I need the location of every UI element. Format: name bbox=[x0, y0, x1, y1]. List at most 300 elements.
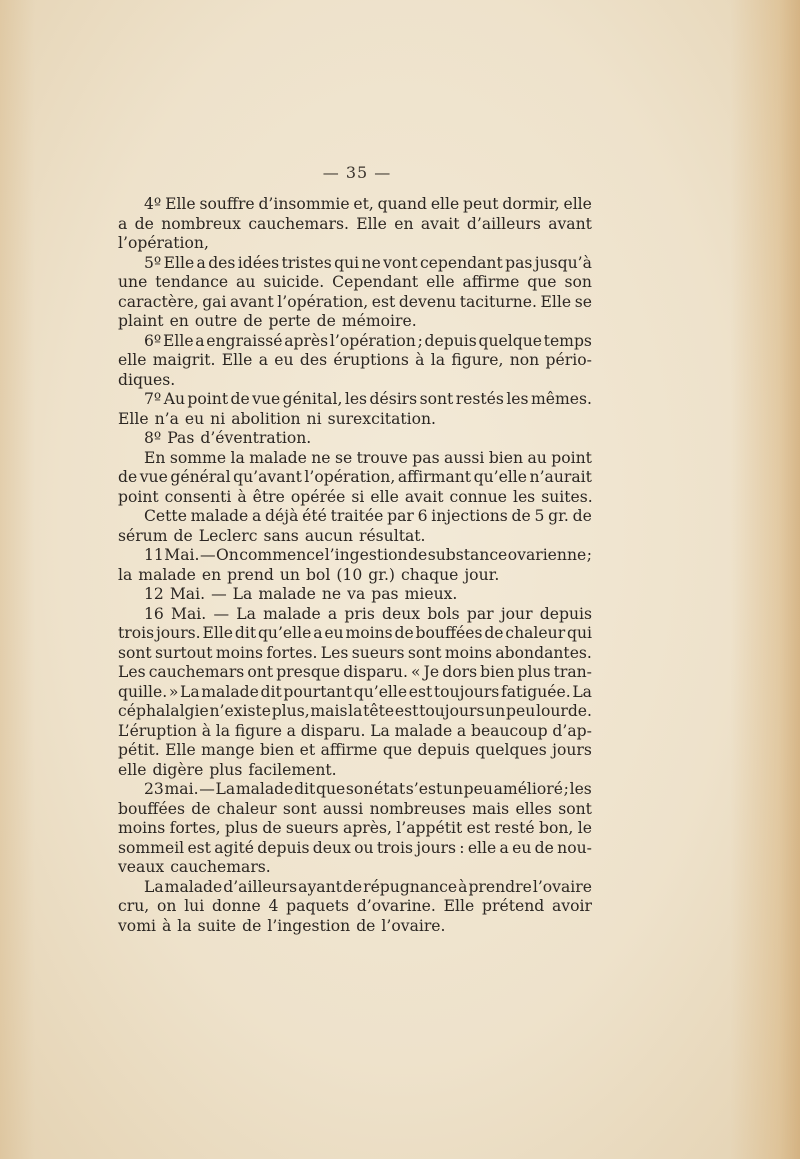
word: mange bbox=[201, 741, 255, 759]
word: gr.) bbox=[368, 565, 396, 584]
word: tristes bbox=[281, 253, 332, 272]
word: être bbox=[252, 487, 285, 506]
word: — bbox=[199, 780, 215, 798]
word: Elle bbox=[165, 741, 196, 759]
word: de bbox=[572, 507, 592, 525]
word: deux bbox=[382, 604, 421, 623]
word: 11 bbox=[144, 546, 164, 564]
word: on bbox=[156, 897, 177, 915]
word: ovarienne bbox=[507, 546, 587, 564]
word: l’appétit bbox=[396, 819, 463, 837]
word: — bbox=[213, 604, 230, 623]
word: elle bbox=[118, 351, 147, 369]
word: plaint bbox=[118, 312, 164, 330]
word: de bbox=[230, 390, 250, 408]
word: les bbox=[344, 390, 368, 408]
word: sont bbox=[419, 390, 454, 408]
word: mêmes. bbox=[530, 390, 592, 408]
word: son bbox=[564, 273, 592, 291]
word: nou- bbox=[557, 838, 592, 857]
word: quand bbox=[377, 195, 428, 213]
word: Elle bbox=[221, 351, 253, 369]
word: de bbox=[316, 312, 336, 330]
word: trouve bbox=[356, 448, 408, 467]
word: quelque bbox=[478, 331, 542, 350]
text-line bbox=[118, 644, 592, 664]
word: resté bbox=[494, 819, 535, 837]
word: vont bbox=[383, 253, 418, 272]
word: d’éventration. bbox=[200, 429, 312, 447]
word: un bbox=[442, 780, 463, 798]
word: est bbox=[394, 702, 419, 720]
word: « bbox=[411, 663, 421, 681]
word: dors bbox=[442, 663, 478, 681]
word: malade bbox=[190, 507, 249, 525]
word: n’existe bbox=[209, 702, 271, 720]
word: avant bbox=[548, 214, 592, 233]
word: pas bbox=[505, 253, 533, 272]
word: peu bbox=[463, 780, 493, 798]
word: été bbox=[302, 507, 327, 525]
text-line bbox=[118, 917, 592, 937]
word: pourtant bbox=[283, 682, 353, 701]
word: de bbox=[262, 819, 282, 837]
word: digère bbox=[152, 760, 204, 779]
word: moins bbox=[444, 643, 493, 662]
word: aussi bbox=[444, 448, 485, 467]
word: céphalalgie bbox=[118, 702, 209, 720]
word: de bbox=[408, 546, 428, 564]
word: l’opération bbox=[329, 331, 416, 350]
word: vomi bbox=[118, 916, 156, 935]
word: nombreux bbox=[161, 214, 241, 233]
text-line bbox=[118, 624, 592, 644]
word: a bbox=[195, 331, 205, 350]
word: souffre bbox=[199, 195, 255, 213]
word: a bbox=[258, 351, 268, 369]
text-line bbox=[118, 819, 592, 839]
word: peut bbox=[463, 195, 499, 213]
word: bien bbox=[259, 741, 295, 759]
word: presque bbox=[276, 663, 341, 681]
word: En bbox=[144, 448, 166, 467]
word: cauchemars. bbox=[248, 214, 349, 233]
word: après, bbox=[343, 819, 392, 837]
text-line bbox=[118, 488, 592, 508]
word: ne bbox=[321, 585, 342, 603]
word: opérée bbox=[290, 487, 346, 506]
word: quelques bbox=[475, 741, 547, 759]
word: moins bbox=[215, 643, 264, 662]
word: que bbox=[315, 780, 346, 798]
word: 12 bbox=[144, 585, 164, 603]
text-line bbox=[118, 449, 592, 469]
word: malade bbox=[201, 682, 259, 701]
text-line bbox=[118, 663, 592, 683]
word: non bbox=[509, 351, 540, 369]
word: a bbox=[313, 624, 323, 642]
word: 6 bbox=[417, 507, 428, 525]
word: par bbox=[387, 507, 414, 525]
word: La bbox=[144, 877, 164, 896]
word: à bbox=[201, 721, 212, 740]
word: facilement. bbox=[248, 760, 337, 779]
text-line bbox=[118, 897, 592, 917]
word: au bbox=[236, 273, 256, 291]
word: bien bbox=[480, 663, 515, 681]
word: Cette bbox=[144, 507, 187, 525]
word: la bbox=[430, 351, 446, 369]
word: la bbox=[177, 916, 192, 935]
word: jour bbox=[500, 604, 533, 623]
word: disparu. bbox=[300, 721, 366, 740]
word: chaleur bbox=[216, 799, 277, 818]
word: d’ap- bbox=[552, 721, 592, 740]
word: cru, bbox=[118, 897, 150, 915]
word: eu bbox=[512, 838, 532, 857]
word: suicide. bbox=[263, 273, 325, 291]
word: l’ingestion bbox=[324, 546, 408, 564]
word: s’est bbox=[405, 780, 443, 798]
word: état bbox=[374, 780, 406, 798]
word: le bbox=[577, 819, 592, 837]
word: Elle bbox=[443, 897, 475, 915]
text-line bbox=[118, 566, 592, 586]
word: 5 bbox=[534, 507, 545, 525]
word: sueurs bbox=[285, 819, 339, 837]
word: 6º bbox=[144, 331, 162, 350]
word: mais bbox=[472, 799, 510, 818]
text-line bbox=[118, 741, 592, 761]
text-line bbox=[118, 780, 592, 800]
word: bols bbox=[427, 604, 460, 623]
word: un bbox=[485, 702, 506, 720]
word: ni bbox=[210, 409, 226, 428]
word: lourde. bbox=[535, 702, 592, 720]
word: figure bbox=[234, 721, 282, 740]
word: prend bbox=[227, 565, 274, 584]
word: traitée bbox=[330, 507, 384, 525]
word: est bbox=[466, 819, 491, 837]
page-edge-shadow-right bbox=[730, 0, 800, 1159]
word: qu’avant bbox=[233, 468, 302, 486]
word: La bbox=[232, 585, 253, 603]
word: 8º bbox=[144, 429, 162, 447]
word: somme bbox=[169, 448, 227, 467]
word: 7º bbox=[144, 390, 162, 408]
word: elle bbox=[426, 273, 455, 291]
word: Elle bbox=[540, 292, 572, 311]
text-line bbox=[118, 468, 592, 488]
word: point bbox=[118, 487, 159, 506]
word: La bbox=[215, 780, 236, 798]
word: ; bbox=[586, 546, 592, 564]
word: tendance bbox=[155, 273, 229, 291]
word: abolition bbox=[231, 409, 301, 428]
word: qu’elle bbox=[353, 682, 408, 701]
word: la bbox=[118, 565, 133, 584]
word: depuis bbox=[424, 331, 477, 350]
word: eu bbox=[184, 409, 205, 428]
word: ne bbox=[311, 448, 331, 467]
word: au bbox=[527, 448, 547, 467]
word: jours. bbox=[155, 624, 201, 642]
word: fatiguée. bbox=[500, 682, 571, 701]
word: plus bbox=[517, 663, 551, 681]
text-line bbox=[118, 878, 592, 898]
word: Je bbox=[423, 663, 440, 681]
word: a bbox=[252, 507, 262, 525]
word: donne bbox=[212, 897, 261, 915]
word: de bbox=[242, 916, 262, 935]
word: abondantes. bbox=[495, 643, 592, 662]
text-line bbox=[118, 429, 592, 449]
word: bien bbox=[488, 448, 524, 467]
text-line bbox=[118, 351, 592, 371]
word: figure, bbox=[451, 351, 504, 369]
word: plus, bbox=[271, 702, 310, 720]
word: Mai. bbox=[169, 585, 206, 603]
word: restés bbox=[455, 390, 504, 408]
word: point bbox=[551, 448, 592, 467]
word: son bbox=[345, 780, 374, 798]
text-line bbox=[118, 507, 592, 527]
word: d’ovarine. bbox=[356, 897, 436, 915]
word: disparu. bbox=[343, 663, 408, 681]
word: dit bbox=[294, 780, 316, 798]
word: de bbox=[534, 838, 554, 857]
word: La bbox=[370, 721, 390, 740]
word: Elle bbox=[162, 331, 194, 350]
word: affirme bbox=[462, 273, 520, 291]
word: 5º bbox=[144, 253, 162, 272]
word: Au bbox=[163, 390, 185, 408]
word: ont bbox=[247, 663, 274, 681]
word: qui bbox=[334, 253, 360, 272]
word: est bbox=[408, 682, 433, 701]
word: la bbox=[348, 702, 363, 720]
word: aussi bbox=[322, 799, 364, 818]
word: deux bbox=[312, 838, 351, 857]
word: bouffées bbox=[415, 624, 483, 642]
word: La bbox=[572, 682, 592, 701]
word: quille. bbox=[118, 682, 168, 701]
word: La bbox=[179, 682, 200, 701]
word: de bbox=[394, 624, 414, 642]
word: jours bbox=[552, 741, 592, 759]
text-line bbox=[118, 234, 592, 254]
word: suite bbox=[197, 916, 237, 935]
word: pas bbox=[371, 585, 399, 603]
word: jusqu’à bbox=[534, 253, 592, 272]
word: agité bbox=[214, 838, 254, 857]
word: cependant bbox=[419, 253, 503, 272]
word: gr. bbox=[548, 507, 569, 525]
word: moins bbox=[345, 624, 393, 642]
word: prendre bbox=[468, 877, 532, 896]
word: l’opération, bbox=[304, 468, 396, 486]
word: si bbox=[351, 487, 365, 506]
text-line bbox=[118, 312, 592, 332]
word: résultat. bbox=[359, 526, 426, 545]
word: en bbox=[394, 214, 414, 233]
word: est bbox=[187, 838, 211, 857]
text-line bbox=[118, 702, 592, 722]
word: : bbox=[459, 838, 465, 857]
word: sommeil bbox=[118, 838, 185, 857]
word: prétend bbox=[482, 897, 545, 915]
word: connue bbox=[449, 487, 507, 506]
word: à bbox=[415, 351, 425, 369]
word: pétit. bbox=[118, 741, 160, 759]
word: à bbox=[237, 487, 247, 506]
word: que bbox=[527, 273, 557, 291]
word: perte bbox=[268, 312, 311, 330]
word: qu’elle bbox=[473, 468, 528, 486]
word: moins bbox=[118, 819, 166, 837]
word: sont bbox=[282, 799, 317, 818]
text-line bbox=[118, 683, 592, 703]
word: aucun bbox=[304, 526, 353, 545]
word: temps bbox=[543, 331, 592, 350]
page-number: — 35 — bbox=[322, 163, 392, 182]
word: des bbox=[208, 253, 236, 272]
word: sont bbox=[407, 643, 442, 662]
word: a bbox=[327, 604, 338, 623]
word: tran- bbox=[553, 663, 592, 681]
word: Elle bbox=[356, 214, 387, 233]
word: fortes, bbox=[169, 819, 221, 837]
word: va bbox=[347, 585, 366, 603]
word: mai. bbox=[164, 780, 199, 798]
word: depuis bbox=[539, 604, 592, 623]
word: déjà bbox=[265, 507, 299, 525]
word: a bbox=[196, 253, 206, 272]
word: d’insommie bbox=[258, 195, 350, 213]
word: Leclerc bbox=[198, 526, 258, 545]
word: Cependant bbox=[332, 273, 419, 291]
word: mieux. bbox=[404, 585, 458, 603]
word: elles bbox=[515, 799, 552, 818]
word: a bbox=[286, 721, 296, 740]
word: éruptions bbox=[333, 351, 409, 369]
word: l’ovaire bbox=[532, 877, 592, 896]
word: commence bbox=[239, 546, 325, 564]
word: 4º bbox=[144, 195, 162, 213]
text-line bbox=[118, 605, 592, 625]
word: pas bbox=[412, 448, 440, 467]
word: avoir bbox=[552, 897, 592, 915]
word: de bbox=[484, 624, 504, 642]
text-line bbox=[118, 195, 592, 215]
word: par bbox=[466, 604, 494, 623]
word: peu bbox=[505, 702, 536, 720]
word: n’a bbox=[154, 409, 179, 428]
word: elle bbox=[430, 195, 460, 213]
word: une bbox=[118, 273, 148, 291]
word: paquets bbox=[286, 897, 349, 915]
word: malade bbox=[138, 565, 196, 584]
word: Mai. bbox=[171, 604, 207, 623]
word: sont bbox=[118, 643, 152, 662]
word: à bbox=[161, 916, 172, 935]
word: bol bbox=[305, 565, 331, 584]
word: malade bbox=[235, 780, 294, 798]
word: malade bbox=[394, 721, 453, 740]
word: plus bbox=[224, 819, 258, 837]
word: de bbox=[342, 877, 363, 896]
word: devenu bbox=[398, 292, 457, 311]
word: génital, bbox=[282, 390, 343, 408]
word: cauchemars. bbox=[170, 858, 271, 876]
word: un bbox=[279, 565, 300, 584]
word: 23 bbox=[144, 780, 164, 798]
word: Les bbox=[118, 663, 146, 681]
word: malade bbox=[258, 585, 316, 603]
word: l’ingestion bbox=[267, 916, 351, 935]
word: surtout bbox=[155, 643, 213, 662]
word: d’ailleurs bbox=[466, 214, 541, 233]
word: chaleur bbox=[505, 624, 566, 642]
word: malade bbox=[249, 448, 307, 467]
word: dormir, bbox=[502, 195, 560, 213]
word: de bbox=[511, 507, 531, 525]
text-line bbox=[118, 585, 592, 605]
text-line bbox=[118, 254, 592, 274]
word: idées bbox=[237, 253, 280, 272]
word: ou bbox=[354, 838, 374, 857]
word: depuis bbox=[257, 838, 310, 857]
word: fortes. bbox=[266, 643, 318, 662]
word: Elle bbox=[118, 409, 149, 428]
word: chaque bbox=[401, 565, 459, 584]
word: les bbox=[512, 487, 536, 506]
text-line bbox=[118, 761, 592, 781]
text-line bbox=[118, 371, 592, 391]
word: plus bbox=[209, 760, 243, 779]
word: maigrit. bbox=[152, 351, 216, 369]
word: elle bbox=[467, 838, 497, 857]
word: sont bbox=[558, 799, 592, 818]
word: Pas bbox=[167, 429, 195, 447]
word: beaucoup bbox=[470, 721, 548, 740]
word: sans bbox=[263, 526, 299, 545]
word: à bbox=[458, 877, 468, 896]
word: l’opération, bbox=[118, 234, 209, 252]
word: la bbox=[230, 448, 245, 467]
word: de bbox=[191, 799, 211, 818]
word: général bbox=[170, 468, 231, 486]
word: point bbox=[187, 390, 229, 408]
text-line bbox=[118, 293, 592, 313]
word: de bbox=[134, 214, 154, 233]
text-line bbox=[118, 215, 592, 235]
word: n’aurait bbox=[529, 468, 592, 486]
word: que bbox=[382, 741, 413, 759]
word: et bbox=[299, 741, 316, 759]
word: trois bbox=[376, 838, 413, 857]
text-line bbox=[118, 800, 592, 820]
word: L’éruption bbox=[118, 721, 197, 740]
word: bouffées bbox=[118, 799, 185, 818]
word: l’opération, bbox=[277, 292, 369, 311]
word: Les bbox=[320, 643, 349, 662]
word: ayant bbox=[298, 877, 342, 896]
word: malade bbox=[164, 877, 223, 896]
word: elle bbox=[118, 760, 147, 779]
word: La bbox=[236, 604, 256, 623]
text-line bbox=[118, 858, 592, 878]
